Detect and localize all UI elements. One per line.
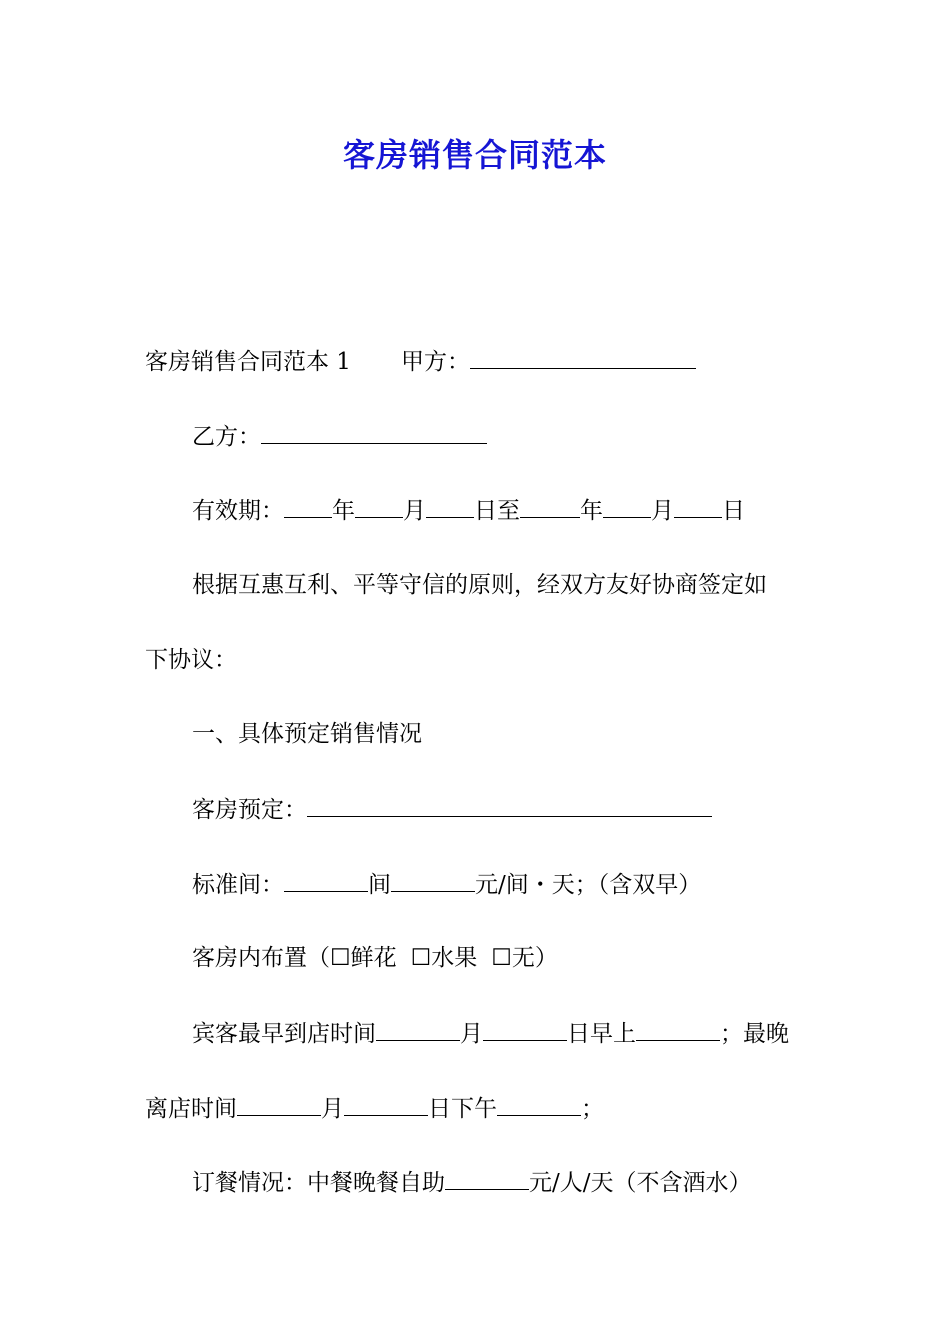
- departure-time-line: [145, 1093, 604, 1124]
- room-layout-label: 客房内布置（: [192, 945, 330, 971]
- day-morning-label: 日早上: [567, 1021, 636, 1047]
- validity-label: 有效期：: [192, 498, 284, 524]
- semicolon: ；: [581, 1096, 604, 1122]
- meal-booking-label: 订餐情况：中餐晚餐自助: [192, 1170, 445, 1196]
- blank: [483, 1018, 567, 1041]
- party-a-label: 甲方：: [400, 349, 470, 375]
- section-heading: 一、具体预定销售情况: [192, 721, 422, 747]
- arrival-label: 宾客最早到店时间: [192, 1021, 376, 1047]
- blank: [497, 1093, 581, 1116]
- room-layout-line: [192, 943, 558, 973]
- flowers-checkbox[interactable]: ☐鲜花: [330, 945, 397, 971]
- contract-number-label: 客房销售合同范本 1: [145, 349, 351, 375]
- year-label: 年: [580, 498, 603, 524]
- day-label: 日: [722, 498, 745, 524]
- day-to-label: 日至: [474, 498, 520, 524]
- party-b-line: [192, 421, 487, 452]
- paragraph-line: 根据互惠互利、平等守信的原则，经双方友好协商签定如: [192, 572, 767, 598]
- blank: [603, 495, 651, 518]
- blank: [636, 1018, 720, 1041]
- blank: [520, 495, 580, 518]
- blank: [426, 495, 474, 518]
- latest-label: ；最晚: [720, 1021, 789, 1047]
- year-label: 年: [332, 498, 355, 524]
- month-label: 月: [460, 1021, 483, 1047]
- party-b-blank: [261, 421, 487, 444]
- month-label: 月: [651, 498, 674, 524]
- month-label: 月: [321, 1096, 344, 1122]
- day-afternoon-label: 日下午: [428, 1096, 497, 1122]
- arrival-time-line: [192, 1018, 789, 1049]
- room-unit-label: 间: [368, 872, 391, 898]
- standard-room-label: 标准间：: [192, 872, 284, 898]
- departure-label: 离店时间: [145, 1096, 237, 1122]
- party-a-blank: [470, 346, 696, 369]
- blank: [284, 869, 368, 892]
- contract-heading-line: [145, 346, 696, 377]
- fruit-checkbox[interactable]: ☐水果: [410, 945, 478, 971]
- standard-room-line: [192, 869, 701, 900]
- meal-booking-line: [192, 1167, 752, 1198]
- month-label: 月: [403, 498, 426, 524]
- blank: [391, 869, 475, 892]
- blank: [237, 1093, 321, 1116]
- document-title: 客房销售合同范本: [342, 136, 607, 174]
- blank: [344, 1093, 428, 1116]
- blank: [376, 1018, 460, 1041]
- blank: [355, 495, 403, 518]
- meal-price-unit: 元/人/天（不含酒水）: [529, 1170, 752, 1196]
- none-checkbox[interactable]: ☐无）: [491, 945, 558, 971]
- blank: [284, 495, 332, 518]
- validity-line: [192, 495, 745, 526]
- blank: [445, 1167, 529, 1190]
- blank: [674, 495, 722, 518]
- party-b-label: 乙方：: [192, 424, 261, 450]
- price-unit-label: 元/间・天；（含双早）: [475, 872, 702, 898]
- room-booking-blank: [307, 794, 712, 817]
- room-booking-label: 客房预定：: [192, 797, 307, 823]
- room-booking-line: [192, 794, 712, 825]
- paragraph-line: 下协议：: [145, 647, 237, 673]
